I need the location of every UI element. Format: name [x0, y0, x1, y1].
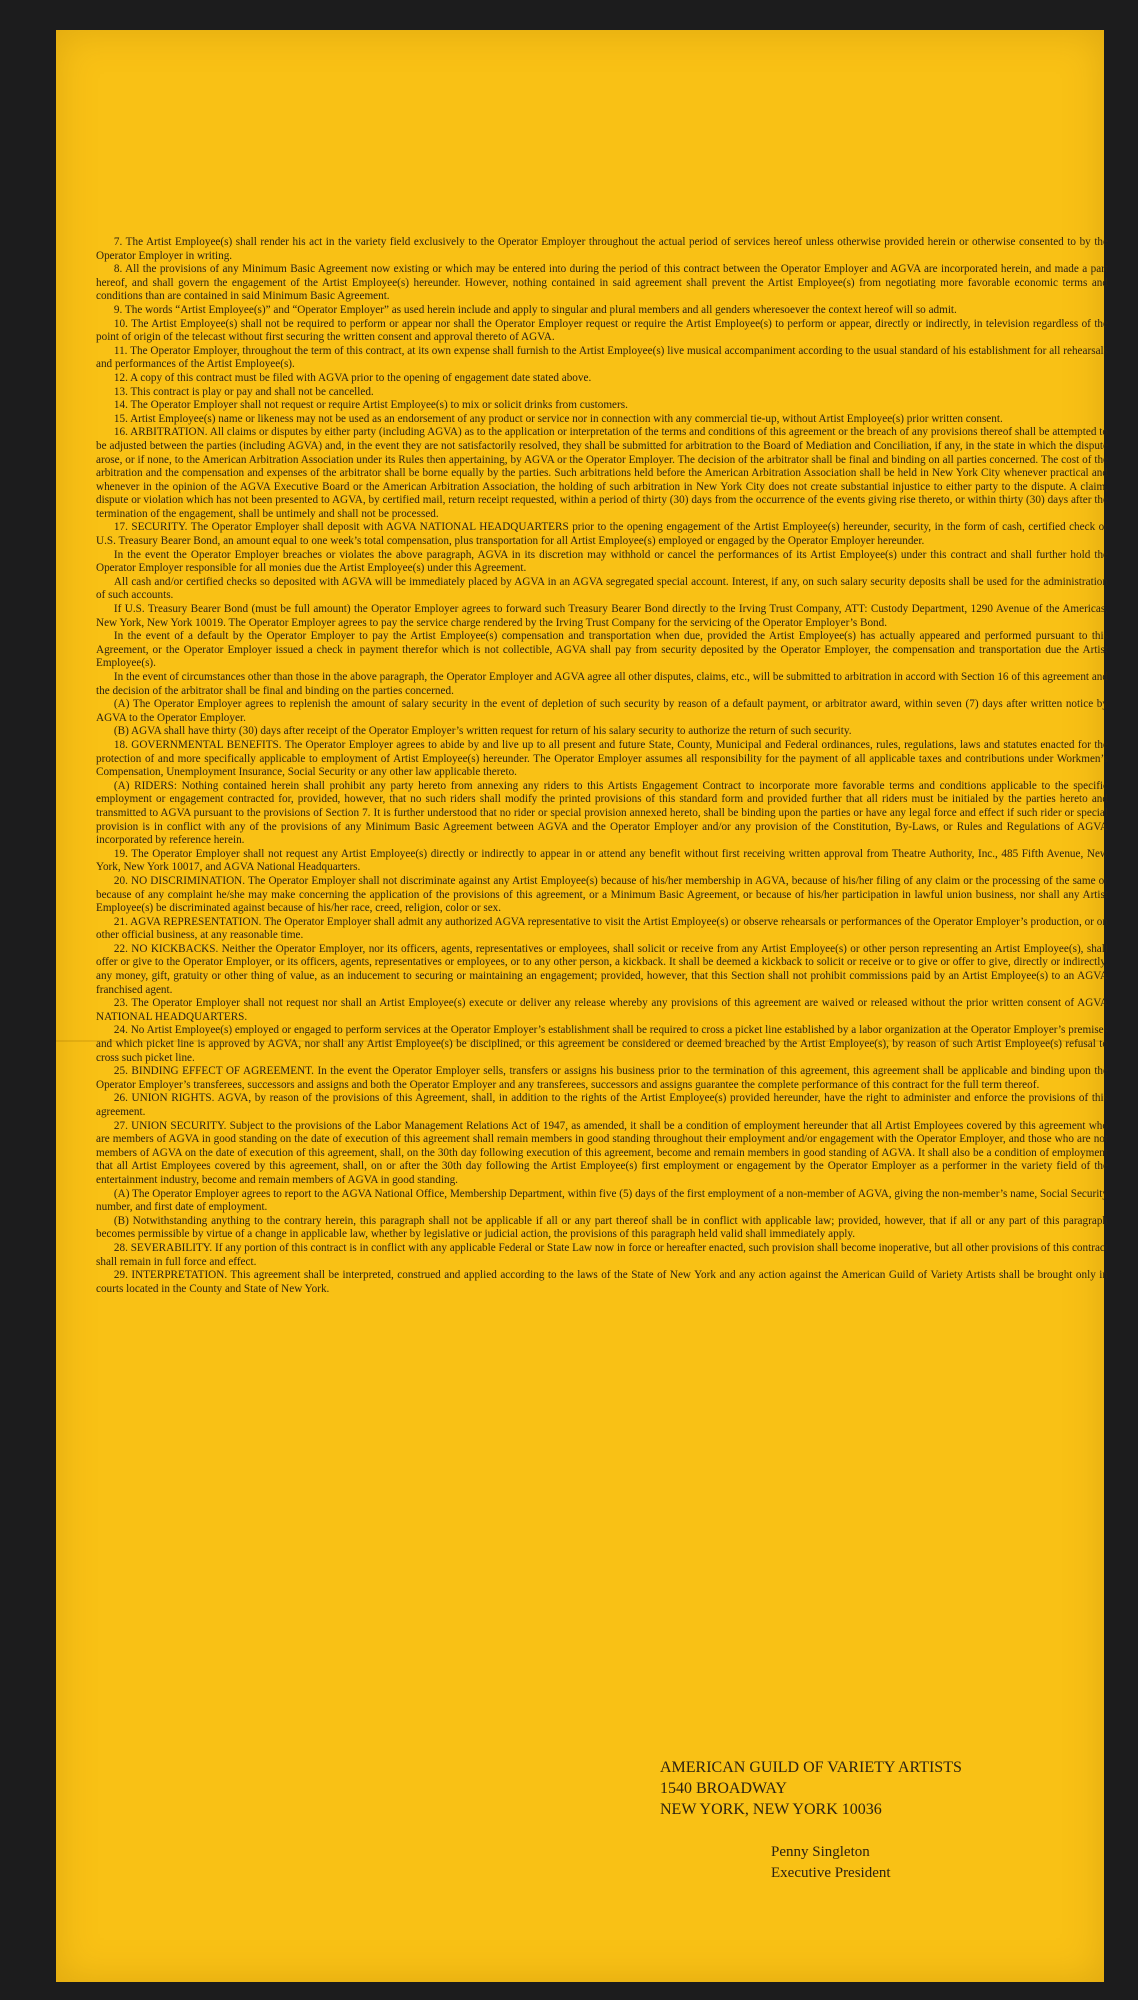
clause-28-severability: 28. SEVERABILITY. If any portion of this contract is in conflict with any applicable Federal or State Law now in force or hereafter enacted, such provision shall become inoperative, but all other provisions of this contract shall remain in full force and effect. — [96, 1241, 1108, 1268]
clause-7: 7. The Artist Employee(s) shall render his act in the variety field exclusively to the Operator Employer throughout the actual period of services hereof unless otherwise provided herein or otherwise consented to by the Operator Employer in writing. — [96, 236, 1108, 262]
clause-14: 14. The Operator Employer shall not request or require Artist Employee(s) to mix or solicit drinks from customers. — [113, 399, 628, 412]
clause-29-interpretation: 29. INTERPRETATION. This agreement shall be interpreted, construed and applied according to the laws of the State of New York and any action against the American Guild of Variety Artists shall be brought only in courts located in the County and State of New York. — [96, 1269, 1108, 1295]
clause-16-arbitration: 16. ARBITRATION. All claims or disputes by either party (including AGVA) as to the application or interpretation of the terms and conditions of this agreement or the breach of any provisions thereof shall be attempted to be adjusted between the parties (including AGVA) and, in the event they are not satisfactorily resolved, they shall be submitted for arbitration to the Board of Mediation and Conciliation, if any, in the state in which the dispute arose, or if none, to the American Arbitration Association under its Rules then appertaining, by AGVA or the Operator Employer. The decision of the arbitrator shall be final and binding on all parties concerned. The cost of the arbitration and the compensation and expenses of the arbitrator shall be borne equally by the parties. Such arbitrations held before the American Arbitration Association shall be held in New York City whenever practical and whenever in the opinion of the AGVA Executive Board or the American Arbitration Association, the holding of such arbitration in New York City does not create substantial injustice to either party to the dispute. A claim, dispute or violation which has not been presented to AGVA, by certified mail, return receipt requested, within a period of thirty (30) days from the occurrence of the events giving rise thereto, or within thirty (30) days after the termination of the engagement, shall be untimely and shall not be processed. — [96, 426, 1108, 520]
clause-12: 12. A copy of this contract must be filed with AGVA prior to the opening of engagement date stated above. — [113, 371, 592, 384]
clause-17-breach: In the event the Operator Employer breaches or violates the above paragraph, AGVA in its discretion may withhold or cancel the performances of its Artist Employee(s) under this contract and shall further hold the Operator Employer responsible for all monies due the Artist Employee(s) under this Agreement. — [96, 548, 1108, 575]
clause-22-kickbacks: 22. NO KICKBACKS. Neither the Operator Employer, nor its officers, agents, representatives or employees, shall solicit or receive from any Artist Employee(s) or other person representing an Artist Employee(s), shall offer or give to the Operator Employer, or its officers, agents, representatives or employees, or to any other person, a kickback. It shall be deemed a kickback to solicit or receive or to give or offer to give, directly or indirectly, any money, gift, gratuity or other thing of value, as an inducement to securing or maintaining an engagement; provided, however, that this Section shall not prohibit commissions paid by an Artist Employee(s) to an AGVA franchised agent. — [96, 942, 1108, 996]
clause-17-bond: If U.S. Treasury Bearer Bond (must be full amount) the Operator Employer agrees to forward such Treasury Bearer Bond directly to the Irving Trust Company, ATT: Custody Department, 1290 Avenue of the Americas, New York, New York 10019. The Operator Employer agrees to pay the service charge rendered by the Irving Trust Company for the servicing of the Operator Employer’s Bond. — [96, 603, 1108, 629]
clause-18-benefits: 18. GOVERNMENTAL BENEFITS. The Operator Employer agrees to abide by and live up to all present and future State, County, Municipal and Federal ordinances, rules, regulations, laws and statutes enacted for the protection of and more specifically applicable to employment of Artist Employee(s) hereunder. The Operator Employer assumes all responsibility for the payment of all applicable taxes and contributions under Workmen’s Compensation, Unemployment Insurance, Social Security or any other law applicable thereto. — [96, 738, 1108, 779]
address-org: AMERICAN GUILD OF VARIETY ARTISTS — [660, 1759, 962, 1776]
clause-27-union-security: 27. UNION SECURITY. Subject to the provisions of the Labor Management Relations Act of 1947, as amended, it shall be a condition of employment hereunder that all Artist Employees covered by this agreement who are members of AGVA in good standing on the date of execution of this agreement shall remain members in good standing throughout their employment and/or engagement with the Operator Employer, and those who are not members of AGVA on the date of execution of this agreement, shall, on the 30th day following execution of this agreement, become and remain members in good standing of AGVA. It shall also be a condition of employment that all Artist Employees covered by this agreement, shall, on or after the 30th day following the Artist Employee(s) first employment or engagement by the Operator Employer as a performer in the variety field of the entertainment industry, become and remain members of AGVA in good standing. — [96, 1119, 1108, 1186]
clause-21-representation: 21. AGVA REPRESENTATION. The Operator Employer shall admit any authorized AGVA representative to visit the Artist Employee(s) or observe rehearsals or performances of the Operator Employer’s production, or on other official business, at any reasonable time. — [96, 915, 1108, 942]
clause-15: 15. Artist Employee(s) name or likeness may not be used as an endorsement of any product or service nor in connection with any commercial tie-up, without Artist Employee(s) prior written consent. — [113, 412, 1003, 425]
clause-10: 10. The Artist Employee(s) shall not be required to perform or appear nor shall the Operator Employer request or require the Artist Employee(s) to perform or appear, directly or indirectly, in television regardless of the point of origin of the telecast without first securing the written consent and approval thereto of AGVA. — [96, 317, 1108, 344]
signature-block — [771, 1842, 891, 1884]
signatory-name: Penny Singleton — [771, 1844, 870, 1860]
clause-27-b: (B) Notwithstanding anything to the contrary herein, this paragraph shall not be applicable if all or any part thereof shall be in conflict with applicable law; provided, however, that if all or any part of this paragraph becomes permissible by virtue of a change in applicable law, whether by legislative or judicial action, the provisions of this paragraph held valid shall immediately apply. — [96, 1214, 1108, 1241]
clause-26-union-rights: 26. UNION RIGHTS. AGVA, by reason of the provisions of this Agreement, shall, in addition to the rights of the Artist Employee(s) provided hereunder, have the right to administer and enforce the provisions of this agreement. — [96, 1092, 1108, 1118]
clause-19: 19. The Operator Employer shall not request any Artist Employee(s) directly or indirectly to appear in or attend any benefit without first receiving written approval from Theatre Authority, Inc., 485 Fifth Avenue, New York, New York 10017, and AGVA National Headquarters. — [96, 847, 1108, 874]
address-street: 1540 BROADWAY — [660, 1780, 787, 1797]
clause-17-other: In the event of circumstances other than those in the above paragraph, the Operator Employer and AGVA agree all other disputes, claims, etc., will be submitted to arbitration in accord with Section 16 of this agreement and the decision of the arbitrator shall be final and binding on the parties concerned. — [96, 671, 1108, 697]
clause-9: 9. The words “Artist Employee(s)” and “Operator Employer” as used herein include and apply to singular and plural members and all genders wheresoever the context hereof will so admit. — [113, 303, 957, 316]
clause-25-binding: 25. BINDING EFFECT OF AGREEMENT. In the event the Operator Employer sells, transfers or assigns his business prior to the termination of this agreement, this agreement shall be applicable and binding upon the Operator Employer’s transferees, successors and assigns and both the Operator Employer and any transferees, successors and assigns guarantee the complete performance of this contract for the full term thereof. — [96, 1065, 1108, 1091]
clause-17-default: In the event of a default by the Operator Employer to pay the Artist Employee(s) compensation and transportation when due, provided the Artist Employee(s) has actually appeared and performed pursuant to this Agreement, or the Operator Employer issued a check in payment therefor which is not collectible, AGVA shall pay from security deposited by the Operator Employer, the compensation and transportation due the Artist Employee(s). — [96, 630, 1108, 670]
contract-sheet — [56, 30, 1108, 1982]
clause-23: 23. The Operator Employer shall not request nor shall an Artist Employee(s) execute or deliver any release whereby any provisions of this agreement are waived or released without the prior written consent of AGVA NATIONAL HEADQUARTERS. — [96, 997, 1108, 1023]
contract-terms — [96, 236, 1108, 1296]
clause-11: 11. The Operator Employer, throughout the term of this contract, at its own expense shall furnish to the Artist Employee(s) live musical accompaniment according to the usual standard of his establishment for all rehearsals and performances of the Artist Employee(s). — [96, 344, 1108, 371]
clause-8: 8. All the provisions of any Minimum Basic Agreement now existing or which may be entered into during the period of this contract between the Operator Employer and AGVA are incorporated herein, and made a part hereof, and shall govern the engagement of the Artist Employee(s) hereunder. However, nothing contained in said agreement shall prevent the Artist Employee(s) from negotiating more favorable economic terms and conditions than are contained in said Minimum Basic Agreement. — [96, 263, 1108, 303]
signatory-title: Executive President — [771, 1865, 891, 1881]
address-city: NEW YORK, NEW YORK 10036 — [660, 1801, 882, 1818]
clause-17-b: (B) AGVA shall have thirty (30) days after receipt of the Operator Employer’s written request for return of his salary security to authorize the return of such security. — [113, 725, 852, 738]
clause-20-discrimination: 20. NO DISCRIMINATION. The Operator Employer shall not discriminate against any Artist Employee(s) because of his/her membership in AGVA, because of his/her filing of any claim or the processing of the same or because of any complaint he/she may make concerning the application of the provisions of this agreement, or a Minimum Basic Agreement, or because of his/her participation in lawful union business, nor shall any Artist Employee(s) be discriminated against because of his/her race, creed, religion, color or sex. — [96, 874, 1108, 915]
agva-address — [660, 1757, 962, 1820]
clause-13: 13. This contract is play or pay and shall not be cancelled. — [113, 385, 374, 398]
clause-17-cash: All cash and/or certified checks so deposited with AGVA will be immediately placed by AGVA in an AGVA segregated special account. Interest, if any, on such salary security deposits shall be used for the administration of such accounts. — [96, 575, 1108, 602]
clause-18-riders: (A) RIDERS: Nothing contained herein shall prohibit any party hereto from annexing any riders to this Artists Engagement Contract to incorporate more favorable terms and conditions applicable to the specific employment or engagement contracted for, provided, however, that no such riders shall modify the printed provisions of this standard form and provided further that all riders must be initialed by the parties hereto and transmitted to AGVA pursuant to the provisions of Section 7. It is further understood that no rider or special provision annexed hereto, shall be binding upon the parties or have any legal force and effect if such rider or special provision is in conflict with any of the provisions of any Minimum Basic Agreement between AGVA and the Operator Employer and/or any provision of the Constitution, By-Laws, or Rules and Regulations of AGVA incorporated by reference herein. — [96, 779, 1108, 847]
clause-17-security: 17. SECURITY. The Operator Employer shall deposit with AGVA NATIONAL HEADQUARTERS prior to the opening engagement of the Artist Employee(s) hereunder, security, in the form of cash, certified check or U.S. Treasury Bearer Bond, an amount equal to one week’s total compensation, plus transportation for all Artist Employee(s) employed or engaged by the Operator Employer hereunder. — [96, 521, 1108, 548]
clause-24: 24. No Artist Employee(s) employed or engaged to perform services at the Operator Employer’s establishment shall be required to cross a picket line established by a labor organization at the Operator Employer’s premises and which picket line is approved by AGVA, nor shall any Artist Employee(s) be disciplined, or this agreement be considered or deemed breached by the Artist Employee(s), by reason of such Artist Employee(s) refusal to cross such picket line. — [96, 1024, 1108, 1064]
clause-27-a: (A) The Operator Employer agrees to report to the AGVA National Office, Membership Department, within five (5) days of the first employment of a non-member of AGVA, giving the non-member’s name, Social Security number, and first date of employment. — [96, 1187, 1108, 1214]
clause-17-a: (A) The Operator Employer agrees to replenish the amount of salary security in the event of depletion of such security by reason of a default payment, or arbitrator award, within seven (7) days after written notice by AGVA to the Operator Employer. — [96, 698, 1108, 724]
